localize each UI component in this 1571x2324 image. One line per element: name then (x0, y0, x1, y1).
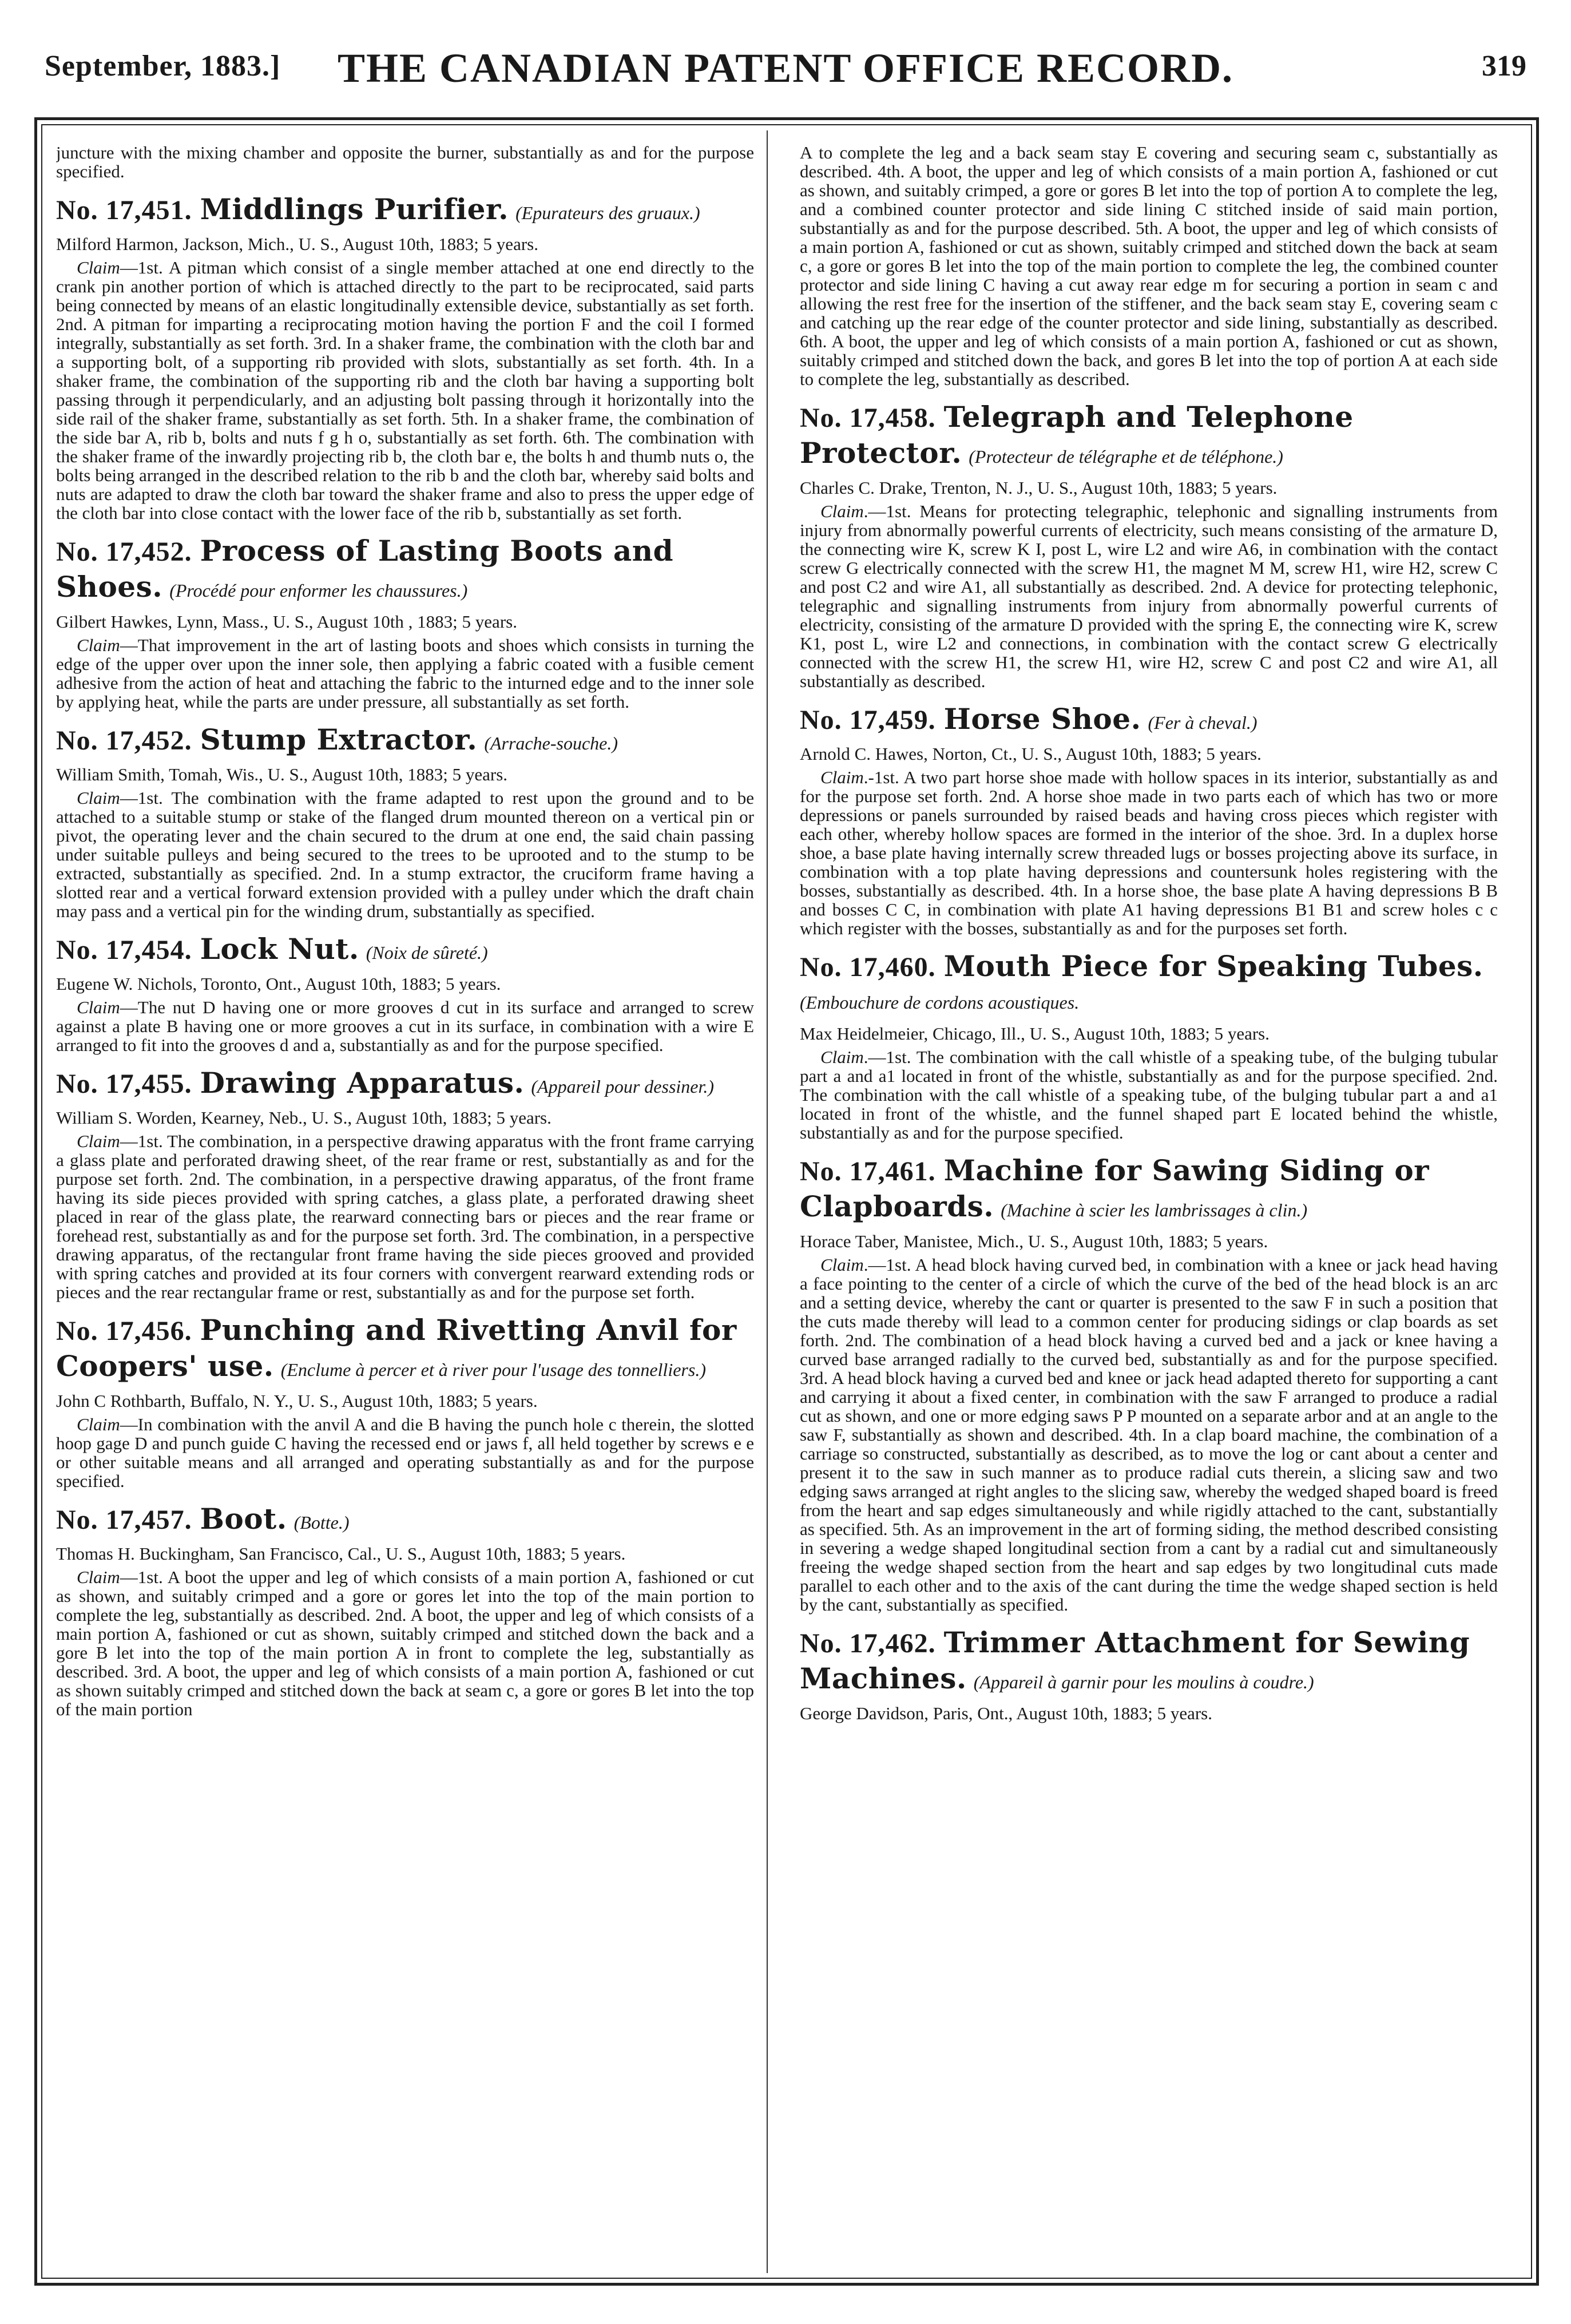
patent-french-title: (Botte.) (293, 1512, 350, 1533)
patent-title: Stump Extractor. (200, 723, 478, 756)
patent-claim (56, 1568, 754, 1719)
claim-text: .-1st. A two part horse shoe made with hollow spaces in its interior, substantially as and for the purpose set forth. 2nd. A horse shoe made in two parts each of which has two or more depressions or panels surrounded by raised beads and having cross pieces which register with each other, whereby hollow spaces are formed in the interior of the shoe. 3rd. In a duplex horse shoe, a base plate having internally screw threaded lugs or bosses projecting above its surface, in combination with a top plate having depressions and countersunk holes registering with the bosses, substantially as described. 4th. In a horse shoe, the base plate A having depressions B B and bosses C C, in combination with plate A1 having depressions B1 B1 and screw holes c c which register with the bosses, substantially as and for the purposes set forth. (800, 767, 1498, 938)
claim-label: Claim (77, 257, 120, 277)
patent-title: Punching and Rivetting Anvil for Coopers' use. (56, 1313, 737, 1383)
patent-title: Telegraph and Telephone Protector. (800, 400, 1354, 470)
page-number: 319 (1482, 50, 1526, 82)
patent-heading (56, 535, 754, 607)
patent-title: Trimmer Attachment for Sewing Machines. (800, 1625, 1470, 1695)
patent-inventor: Eugene W. Nichols, Toronto, Ont., August 10th, 1883; 5 years. (56, 974, 501, 994)
patent-french-title: (Arrache-souche.) (484, 733, 618, 753)
patent-heading (56, 724, 754, 760)
claim-text: —That improvement in the art of lasting boots and shoes which consists in turning the edge of the upper over upon the inner sole, then applying a fabric coated with a fusible cement adhesive from the action of heat and attaching the fabric to the inturned edge and to the inner sole by applying heat, while the parts are under pressure, all substantially as set forth. (56, 635, 754, 712)
patent-entry (56, 1067, 754, 1302)
patent-entry (800, 950, 1498, 1142)
patent-entry (56, 1314, 754, 1490)
patent-inventor: Arnold C. Hawes, Norton, Ct., U. S., August 10th, 1883; 5 years. (800, 744, 1261, 764)
patent-french-title: (Protecteur de télégraphe et de téléphone.) (969, 446, 1283, 467)
patent-title: Lock Nut. (200, 932, 359, 966)
patent-title: Machine for Sawing Siding or Clapboards. (800, 1153, 1430, 1223)
patent-number: No. 17,456. (56, 1316, 192, 1346)
patent-inventor: Milford Harmon, Jackson, Mich., U. S., August 10th, 1883; 5 years. (56, 234, 538, 254)
claim-label: Claim (77, 1414, 120, 1434)
patent-french-title: (Procédé pour enformer les chaussures.) (169, 580, 468, 601)
patent-inventor: George Davidson, Paris, Ont., August 10th, 1883; 5 years. (800, 1703, 1212, 1723)
patent-entry (56, 535, 754, 711)
patent-claim (800, 1255, 1498, 1614)
claim-text: —1st. The combination with the frame adapted to rest upon the ground and to be attached to a suitable stump or stake of the flanged drum mounted thereon on a vertical pin or pivot, the operating lever and the chain secured to the drum at one end, the said chain passing under suitable pulleys and being secured to the trees to be uprooted and to the stump to be extracted, substantially as specified. 2nd. In a stump extractor, the cruciform frame having a slotted rear and a vertical forward extension provided with a pulley under which the draft chain may pass and a vertical pin for the winding drum, substantially as specified. (56, 788, 754, 921)
continued-claim-text: A to complete the leg and a back seam stay E covering and securing seam c, substantially as described. 4th. A boot, the upper and leg of which consists of a main portion A, fashioned or cut as shown, and suitably crimped, a gore or gores B let into the top of portion A to complete the leg, and a combined counter protector and side lining C stitched inside of said main portion, substantially as and for the purpose described. 5th. A boot, the upper and leg of which consists of a main portion A, fashioned or cut as shown, suitably crimped and stitched down the back at seam c, a gore or gores B let into the top of the main portion to complete the leg, the combined counter protector and side lining C having a cut away rear edge m for securing a portion in seam c and allowing the rest free for the insertion of the stiffener, and the back seam stay E, covering seam c and catching up the rear edge of the counter protector and side lining, substantially as described. 6th. A boot, the upper and leg of which consists of a main portion A, fashioned or cut as shown, suitably crimped and stitched down the back, and gores B let into the top of portion A at each side to complete the leg, substantially as described. (800, 143, 1498, 389)
patent-claim (56, 998, 754, 1054)
patent-claim (56, 258, 754, 522)
patent-list-left (56, 193, 754, 1719)
patent-title: Middlings Purifier. (200, 192, 509, 226)
patent-number: No. 17,461. (800, 1156, 936, 1187)
patent-entry (56, 1503, 754, 1719)
claim-text: —1st. A pitman which consist of a single member attached at one end directly to the crank pin another portion of which is attached directly to the part to be reciprocated, said parts being connected by means of an elastic longitudinally extensible device, substantially as set forth. 2nd. A pitman for imparting a reciprocating motion having the portion F and the coil I formed integrally, substantially as set forth. 3rd. In a shaker frame, the combination with the cloth bar and a supporting bolt, of a supporting rib provided with slots, substantially as set forth. 4th. In a shaker frame, the combination of the supporting rib and the cloth bar having a supporting bolt passing through it perpendicularly, and an adjusting bolt passing through it horizontally into the side rail of the shaker frame, substantially as set forth. 5th. In a shaker frame, the combination of the side bar A, rib b, bolts and nuts f g h o, substantially as set forth. 6th. The combination with the shaker frame of the inwardly projecting rib b, the cloth bar e, the bolts h and thumb nuts o, the bolts being arranged in the described relation to the rib b and the cloth bar, whereby said bolts and nuts are adapted to draw the cloth bar toward the shaker frame and also to press the upper edge of the cloth bar into close contact with the lower face of the rib b, substantially as set forth. (56, 257, 754, 523)
claim-text: —The nut D having one or more grooves d cut in its surface and arranged to screw against a plate B having one or more grooves a cut in its surface, in combination with a wire E arranged to fit into the grooves d and a, substantially as and for the purpose specified. (56, 997, 754, 1055)
patent-number: No. 17,452. (56, 537, 192, 567)
patent-claim (800, 768, 1498, 938)
patent-heading (56, 1067, 754, 1103)
patent-entry (56, 933, 754, 1054)
patent-heading (800, 1627, 1498, 1699)
patent-inventor: William S. Worden, Kearney, Neb., U. S., August 10th, 1883; 5 years. (56, 1108, 552, 1128)
patent-number: No. 17,458. (800, 403, 936, 433)
patent-inventor: William Smith, Tomah, Wis., U. S., August 10th, 1883; 5 years. (56, 764, 508, 784)
patent-inventor: Max Heidelmeier, Chicago, Ill., U. S., August 10th, 1883; 5 years. (800, 1024, 1270, 1044)
patent-heading (800, 401, 1498, 473)
patent-number: No. 17,454. (56, 935, 192, 965)
patent-entry (56, 193, 754, 522)
patent-title: Drawing Apparatus. (200, 1066, 525, 1100)
claim-text: .—1st. Means for protecting telegraphic, telephonic and signalling instruments from injury from abnormally powerful currents of electricity, such means consisting of the armature D, the connecting wire K, screw K I, post L, wire L2 and wire A6, in combination with the contact screw G electrically connected with the screw H1, the magnet M M, screw H1, wire H2, screw C and post C2 and wire A1, all substantially as described. 2nd. A device for protecting telephonic, telegraphic and signalling instruments from injury from abnormally powerful currents of electricity, consisting of the armature D provided with the spring E, the connecting wire K, screw K1, post L, wire L2 and connections, in combination with the contact screw G electrically connected with the screw H1, the screw H1, wire H2, screw C and post C2 and wire A1, all substantially as described. (800, 501, 1498, 691)
patent-heading (56, 193, 754, 229)
issue-date: September, 1883.] (45, 50, 281, 82)
patent-title: Process of Lasting Boots and Shoes. (56, 534, 674, 604)
claim-text: —1st. The combination, in a perspective drawing apparatus with the front frame carrying a glass plate and perforated drawing sheet, of the rear frame or rest, substantially as and for the purpose set forth. 2nd. The combination, in a perspective drawing apparatus, of the front frame having its side pieces provided with spring catches, a glass plate, a perforated drawing sheet placed in rear of the glass plate, the rearward connecting bars or pieces and the rear frame or forehead rest, substantially as and for the purpose set forth. 3rd. The combination, in a perspective drawing apparatus, of the rectangular front frame having the side pieces grooved and provided with spring catches and provided at its four corners with convergent rearward extending rods or pieces and the rear rectangular frame or rest, substantially as and for the purpose set forth. (56, 1131, 754, 1302)
claim-label: Claim (77, 1131, 120, 1151)
claim-label: Claim (820, 1255, 864, 1275)
patent-claim (56, 1132, 754, 1302)
patent-entry (800, 1155, 1498, 1614)
patent-heading (800, 703, 1498, 739)
patent-french-title: (Embouchure de cordons acoustiques. (800, 992, 1080, 1013)
patent-entry (800, 1627, 1498, 1724)
claim-label: Claim (77, 635, 120, 655)
patent-heading (56, 1314, 754, 1386)
patent-entry (56, 724, 754, 921)
claim-text: —In combination with the anvil A and die B having the punch hole c therein, the slotted hoop gage D and punch guide C having the recessed end or jaws f, all held together by screws e e or other suitable means and all arranged and operating substantially as and for the purpose specified. (56, 1414, 754, 1491)
patent-inventor: John C Rothbarth, Buffalo, N. Y., U. S., August 10th, 1883; 5 years. (56, 1391, 538, 1411)
patent-french-title: (Appareil pour dessiner.) (531, 1076, 715, 1097)
publication-title: THE CANADIAN PATENT OFFICE RECORD. (337, 45, 1234, 91)
patent-claim (56, 788, 754, 921)
patent-heading (800, 1155, 1498, 1227)
patent-inventor: Charles C. Drake, Trenton, N. J., U. S., August 10th, 1883; 5 years. (800, 478, 1278, 498)
patent-claim (56, 1415, 754, 1490)
claim-label: Claim (820, 767, 864, 787)
right-column (800, 143, 1498, 2260)
claim-text: .—1st. The combination with the call whistle of a speaking tube, of the bulging tubular part a and a1 located in front of the whistle, substantially as and for the purpose specified. 2nd. The combination with the call whistle of a speaking tube, of the bulging tubular part a and a1 located in front of the whistle, and the funnel shaped part E located behind the whistle, substantially as and for the purpose specified. (800, 1047, 1498, 1143)
patent-title: Horse Shoe. (943, 702, 1141, 736)
patent-number: No. 17,455. (56, 1069, 192, 1099)
patent-title: Boot. (200, 1502, 287, 1536)
page-header (45, 45, 1526, 95)
patent-french-title: (Enclume à percer et à river pour l'usage des tonnelliers.) (280, 1359, 706, 1380)
claim-label: Claim (77, 1567, 120, 1587)
patent-heading (56, 933, 754, 969)
patent-claim (56, 636, 754, 711)
left-column (56, 143, 754, 2260)
patent-inventor: Horace Taber, Manistee, Mich., U. S., August 10th, 1883; 5 years. (800, 1231, 1268, 1251)
continued-claim-text: juncture with the mixing chamber and opposite the burner, substantially as and for the purpose specified. (56, 143, 754, 181)
column-divider (767, 130, 768, 2273)
patent-entry (800, 401, 1498, 691)
patent-french-title: (Fer à cheval.) (1148, 712, 1257, 733)
patent-french-title: (Noix de sûreté.) (366, 942, 488, 963)
patent-number: No. 17,451. (56, 195, 192, 225)
patent-title: Mouth Piece for Speaking Tubes. (943, 949, 1483, 983)
claim-label: Claim (820, 501, 864, 521)
patent-heading (800, 950, 1498, 1019)
claim-label: Claim (77, 788, 120, 808)
patent-list-right (800, 401, 1498, 1724)
patent-french-title: (Epurateurs des gruaux.) (515, 203, 700, 223)
patent-number: No. 17,462. (800, 1628, 936, 1659)
claim-label: Claim (820, 1047, 864, 1067)
patent-number: No. 17,459. (800, 705, 936, 735)
patent-number: No. 17,452. (56, 725, 192, 756)
patent-french-title: (Machine à scier les lambrissages à clin.) (1001, 1200, 1308, 1220)
patent-claim (800, 502, 1498, 691)
claim-text: .—1st. A head block having curved bed, in combination with a knee or jack head having a face pointing to the center of a circle of which the curve of the bed of the head block is an arc and a setting device, whereby the cant or quarter is presented to the saw F in such a position that the cuts made thereby will lead to a common center for producing sidings or clap boards as set forth. 2nd. The combination of a head block having a curved bed and a jack or knee having a curved base arranged radially to the curved bed, substantially as and for the purpose specified. 3rd. A head block having a curved bed and knee or jack head adapted thereto for supporting a cant and carrying it about a fixed center, in combination with the saw F arranged to produce a radial cut as shown, and one or more edging saws P P mounted on a separate arbor and at an angle to the saw F, substantially as shown and described. 4th. In a clap board machine, the combination of a carriage so constructed, substantially as described, as to move the log or cant about a center and present it to the saw in such manner as to produce radial cuts therein, a slicing saw and two edging saws arranged at right angles to the slicing saw, whereby the wedged shaped board is freed from the heart and sap edges simultaneously and while rigidly attached to the cant, substantially as specified. 5th. As an improvement in the art of forming siding, the method described consisting in severing a wedge shaped longitudinal section from a cant by a radial cut and simultaneously freeing the wedge shaped section from the heart and sap edges by two longitudinal cuts made parallel to each other and to the axis of the cant during the time the wedge shaped section is held by the cant, substantially as specified. (800, 1255, 1498, 1615)
patent-inventor: Gilbert Hawkes, Lynn, Mass., U. S., August 10th , 1883; 5 years. (56, 612, 517, 632)
claim-label: Claim (77, 997, 120, 1017)
claim-text: —1st. A boot the upper and leg of which consists of a main portion A, fashioned or cut as shown, and suitably crimped and a gore or gores let into the top of the main portion to complete the leg, substantially as described. 2nd. A boot, the upper and leg of which consists of a main portion A, fashioned or cut as shown, suitably crimped and stitched down the back and a gore B let into the top of the main portion A in front to complete the leg, substantially as described. 3rd. A boot, the upper and leg of which consists of a main portion A, fashioned or cut as shown suitably crimped and stitched down the back at seam c, a gore or gores B let into the top of the main portion (56, 1567, 754, 1719)
patent-number: No. 17,460. (800, 952, 936, 982)
patent-inventor: Thomas H. Buckingham, San Francisco, Cal., U. S., August 10th, 1883; 5 years. (56, 1544, 626, 1564)
patent-claim (800, 1048, 1498, 1142)
patent-heading (56, 1503, 754, 1539)
patent-entry (800, 703, 1498, 938)
patent-number: No. 17,457. (56, 1505, 192, 1535)
patent-french-title: (Appareil à garnir pour les moulins à coudre.) (973, 1672, 1314, 1692)
